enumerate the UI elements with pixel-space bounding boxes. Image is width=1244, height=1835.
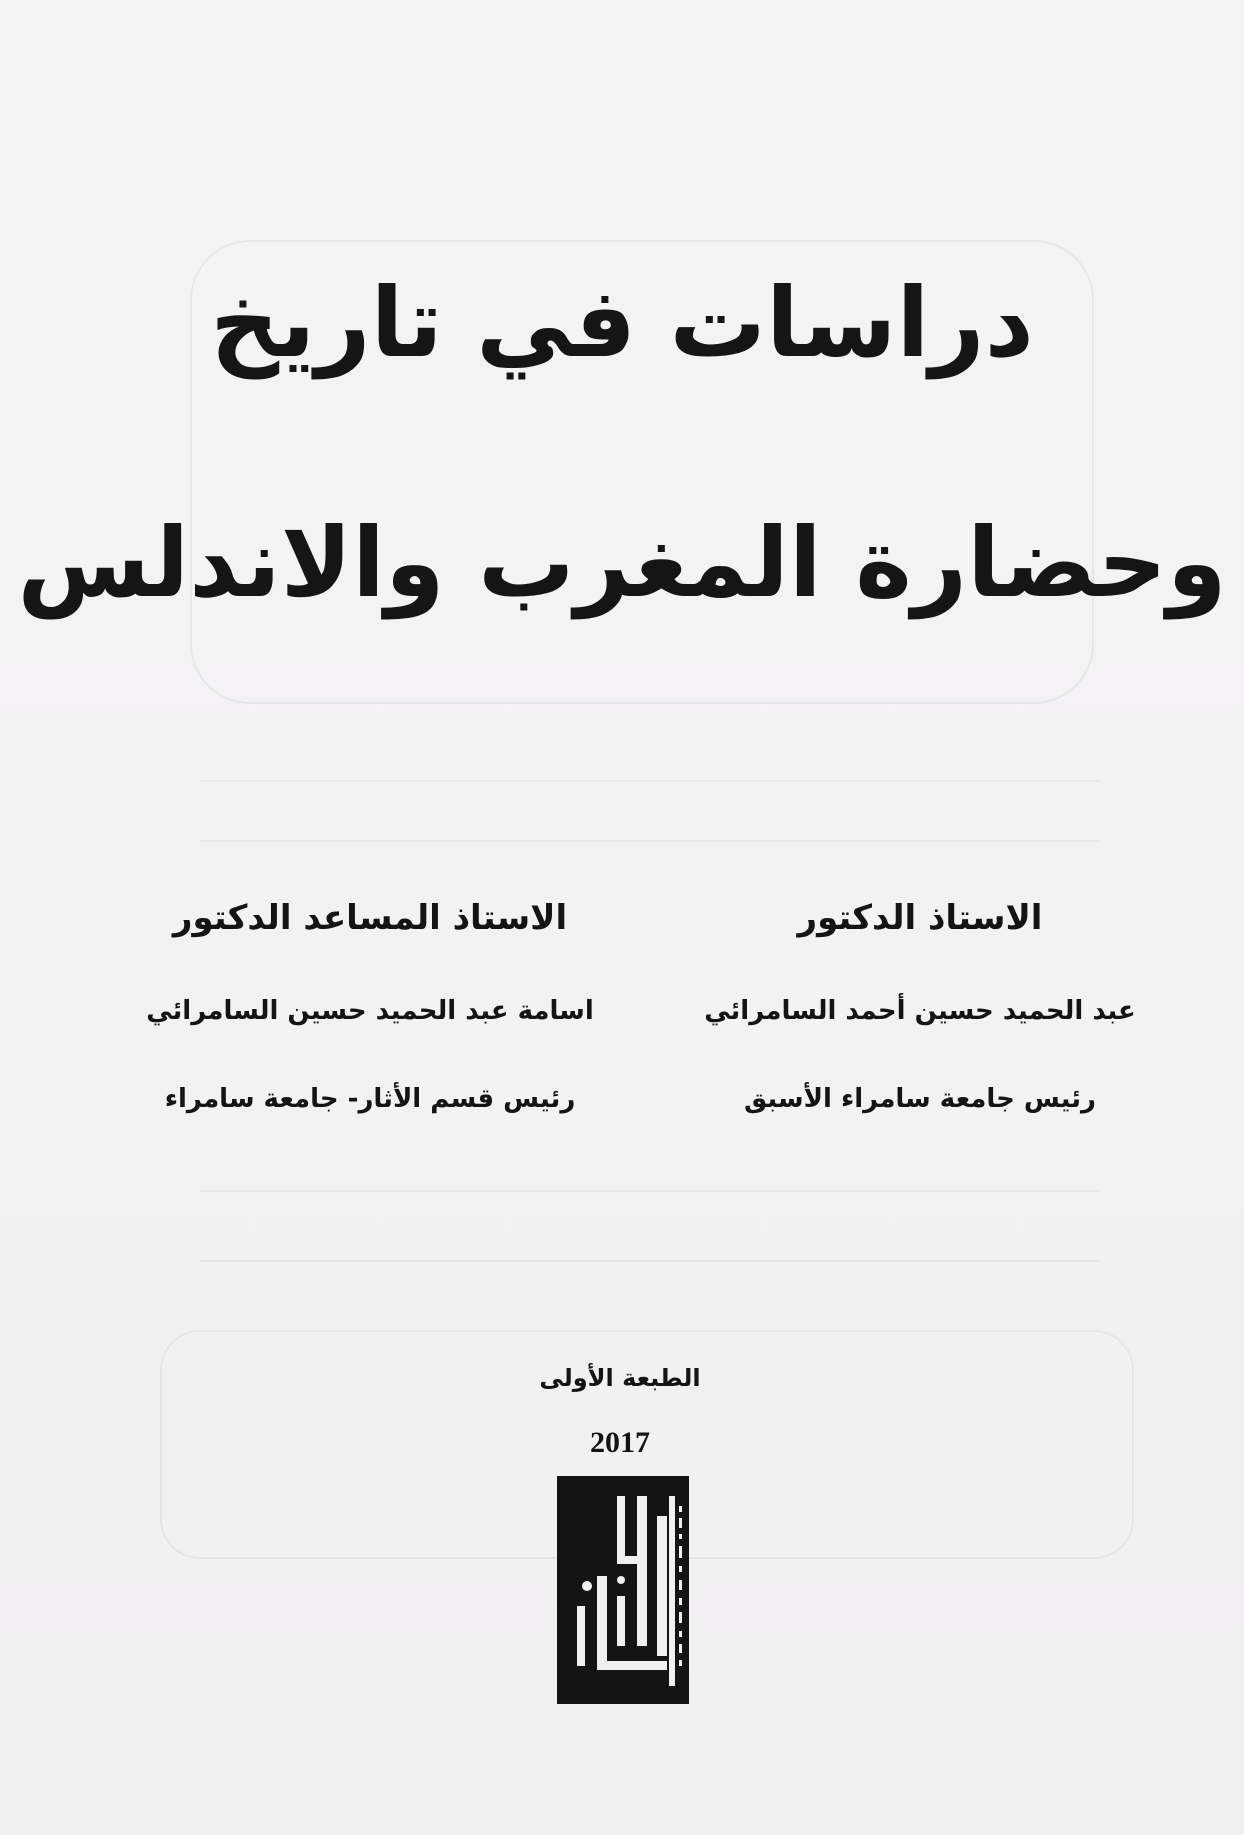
publication-year: 2017 — [590, 1426, 650, 1459]
author-1-rank: الاستاذ الدكتور — [797, 898, 1043, 938]
author-1-name: عبد الحميد حسين أحمد السامرائي — [704, 996, 1136, 1026]
bleed-through-line — [200, 1190, 1100, 1192]
bleed-through-line — [200, 840, 1100, 842]
bleed-through-line — [200, 1260, 1100, 1262]
book-title-line-2: وحضارة المغرب والاندلس — [17, 507, 1227, 619]
publisher-logo-icon — [557, 1476, 689, 1704]
author-2-rank: الاستاذ المساعد الدكتور — [172, 898, 568, 938]
author-1-position: رئيس جامعة سامراء الأسبق — [744, 1084, 1096, 1114]
author-2-name: اسامة عبد الحميد حسين السامرائي — [146, 996, 594, 1026]
edition-label: الطبعة الأولى — [539, 1364, 701, 1392]
book-title-line-1: دراسات في تاريخ — [210, 267, 1034, 379]
bleed-through-line — [200, 780, 1100, 782]
author-2-position: رئيس قسم الأثار- جامعة سامراء — [164, 1084, 576, 1114]
